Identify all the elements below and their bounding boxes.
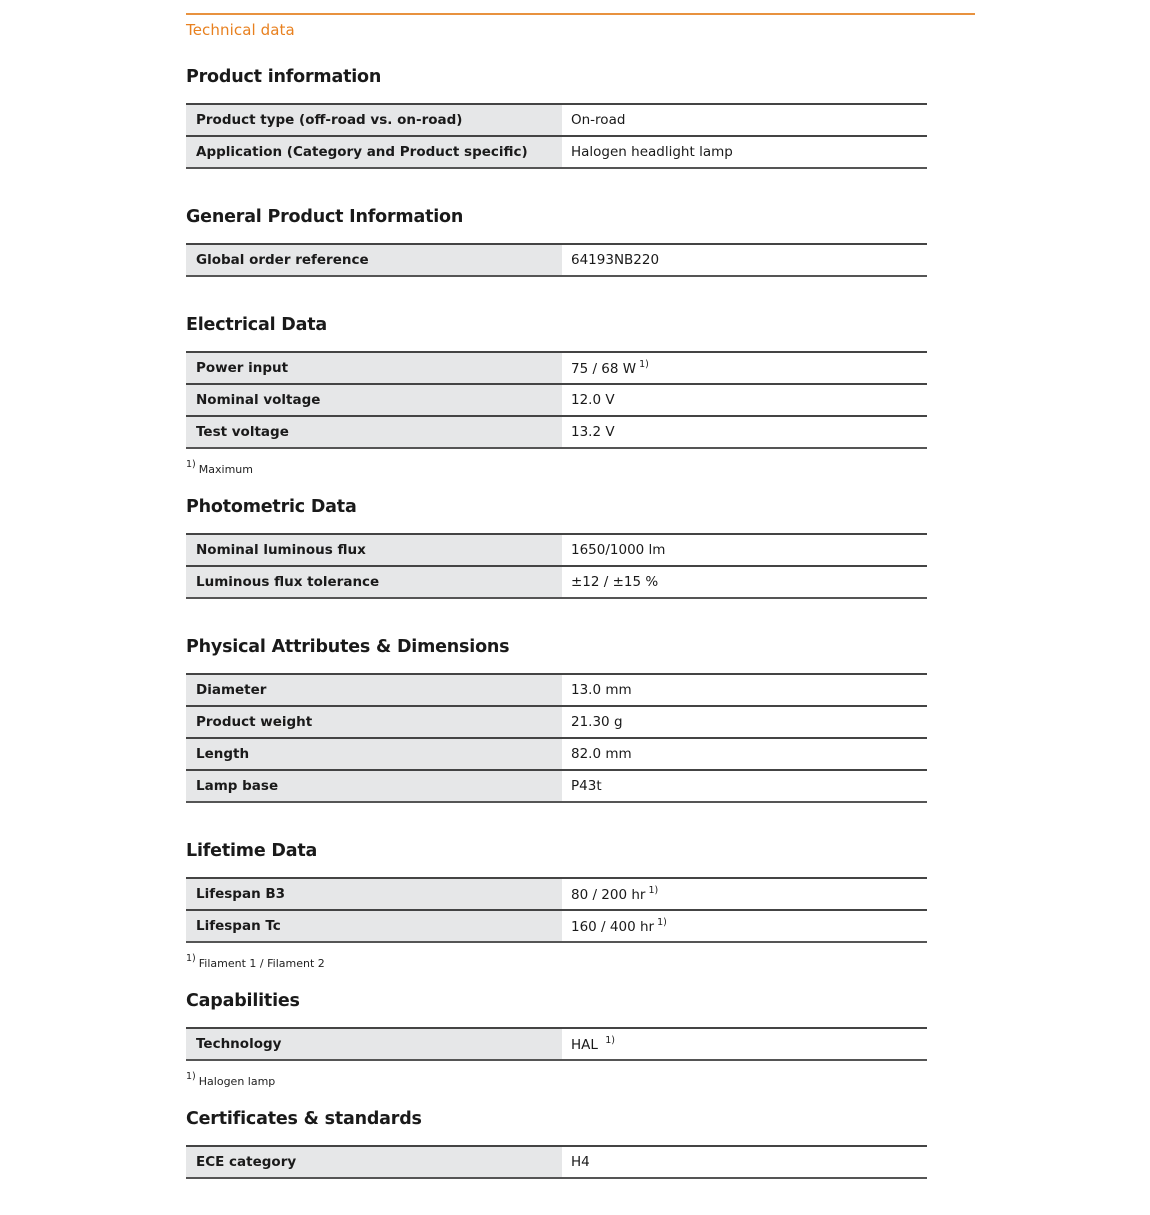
section-heading: Capabilities (186, 991, 300, 1011)
spec-row (186, 770, 927, 802)
section-heading: Physical Attributes & Dimensions (186, 637, 510, 657)
spec-value-cell (562, 244, 927, 276)
spec-value: 13.0 mm (571, 682, 632, 698)
spec-label: Nominal voltage (186, 384, 562, 416)
spec-label: Product type (off-road vs. on-road) (186, 104, 562, 136)
sections-container (186, 65, 927, 1215)
spec-row (186, 244, 927, 276)
spec-value: 64193NB220 (571, 252, 660, 268)
footnote-text: Maximum (198, 463, 253, 476)
spec-label: Lamp base (186, 770, 562, 802)
spec-row (186, 1146, 927, 1178)
spec-label: Power input (186, 352, 562, 384)
spec-value-cell (562, 770, 927, 802)
spec-value: P43t (571, 778, 602, 794)
section-heading: Product information (186, 67, 382, 87)
spacer (186, 599, 927, 635)
spacer (186, 1089, 927, 1107)
spec-label: ECE category (186, 1146, 562, 1178)
spec-label: Lifespan Tc (186, 910, 562, 942)
spec-label: Lifespan B3 (186, 878, 562, 910)
spec-label: Diameter (186, 674, 562, 706)
footnote-marker: 1) (605, 1035, 615, 1046)
spec-table (186, 351, 927, 449)
footnote (186, 1071, 927, 1089)
spec-value: Halogen headlight lamp (571, 144, 733, 160)
footnote-mark: 1) (186, 953, 196, 964)
spec-row (186, 910, 927, 942)
spec-row (186, 416, 927, 448)
page-title: Technical data (186, 21, 295, 39)
footnote-marker: 1) (639, 359, 649, 370)
footnote-mark: 1) (186, 1071, 196, 1082)
spacer (186, 971, 927, 989)
spec-label: Product weight (186, 706, 562, 738)
spec-value: 1650/1000 lm (571, 542, 666, 558)
section-certificates-standards (186, 1107, 927, 1215)
section-heading: Photometric Data (186, 497, 357, 517)
section-heading: Electrical Data (186, 315, 327, 335)
spec-table (186, 1027, 927, 1061)
spec-value: 160 / 400 hr (571, 919, 655, 935)
section-heading: Lifetime Data (186, 841, 318, 861)
footnote (186, 953, 927, 971)
section-photometric-data (186, 495, 927, 635)
spec-label: Luminous flux tolerance (186, 566, 562, 598)
spec-table (186, 243, 927, 277)
spec-value-cell (562, 1146, 927, 1178)
spec-value-cell (562, 136, 927, 168)
section-physical-attributes-dimensions (186, 635, 927, 839)
spec-table (186, 533, 927, 599)
section-lifetime-data (186, 839, 927, 989)
spacer (186, 169, 927, 205)
spec-value-cell (562, 878, 927, 910)
spec-value-cell (562, 416, 927, 448)
footnote (186, 459, 927, 477)
section-heading: General Product Information (186, 207, 464, 227)
footnote-text: Filament 1 / Filament 2 (198, 957, 325, 970)
section-electrical-data (186, 313, 927, 495)
spec-value: 13.2 V (571, 424, 615, 440)
spec-label: Global order reference (186, 244, 562, 276)
spec-value-cell (562, 738, 927, 770)
spec-value: 75 / 68 W (571, 361, 637, 377)
footnote-marker: 1) (657, 917, 667, 928)
spec-row (186, 674, 927, 706)
footnote-mark: 1) (186, 459, 196, 470)
spec-table (186, 673, 927, 803)
spec-label: Length (186, 738, 562, 770)
spec-value: ±12 / ±15 % (571, 574, 659, 590)
spec-value-cell (562, 910, 927, 942)
spec-row (186, 352, 927, 384)
spec-row (186, 534, 927, 566)
spec-table (186, 103, 927, 169)
section-heading: Certificates & standards (186, 1109, 422, 1129)
spacer (186, 803, 927, 839)
spec-table (186, 877, 927, 943)
section-product-information (186, 65, 927, 205)
spec-value: H4 (571, 1154, 590, 1170)
spec-row (186, 566, 927, 598)
spacer (186, 477, 927, 495)
spec-row (186, 706, 927, 738)
spec-value-cell (562, 1028, 927, 1060)
spec-label: Test voltage (186, 416, 562, 448)
spec-value: HAL (571, 1037, 603, 1053)
spec-value: On-road (571, 112, 626, 128)
spec-row (186, 1028, 927, 1060)
spec-label: Technology (186, 1028, 562, 1060)
spec-value-cell (562, 104, 927, 136)
footnote-text: Halogen lamp (198, 1075, 276, 1088)
spec-value: 80 / 200 hr (571, 887, 646, 903)
spec-label: Application (Category and Product specific) (186, 136, 562, 168)
spec-value-cell (562, 384, 927, 416)
spec-row (186, 104, 927, 136)
spec-value: 12.0 V (571, 392, 615, 408)
spacer (186, 277, 927, 313)
accent-divider (186, 13, 975, 15)
spec-table (186, 1145, 927, 1179)
spec-value-cell (562, 674, 927, 706)
footnote-marker: 1) (648, 885, 659, 896)
spec-value-cell (562, 352, 927, 384)
spec-row (186, 738, 927, 770)
section-capabilities (186, 989, 927, 1107)
section-general-product-information (186, 205, 927, 313)
spec-value: 82.0 mm (571, 746, 632, 762)
spec-row (186, 136, 927, 168)
spec-value-cell (562, 706, 927, 738)
spec-value: 21.30 g (571, 714, 623, 730)
spacer (186, 1179, 927, 1215)
spec-row (186, 878, 927, 910)
spec-label: Nominal luminous flux (186, 534, 562, 566)
spec-value-cell (562, 566, 927, 598)
spec-row (186, 384, 927, 416)
spec-value-cell (562, 534, 927, 566)
